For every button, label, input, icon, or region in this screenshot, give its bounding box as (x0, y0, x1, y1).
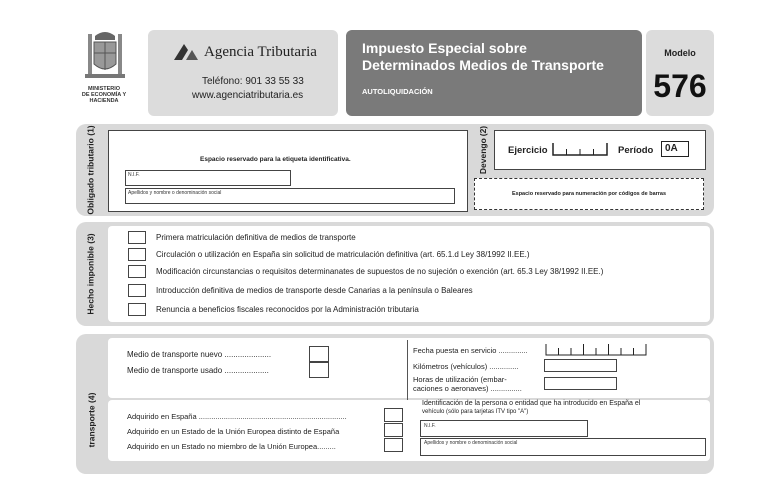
nif-label: N.I.F. (128, 172, 140, 178)
hecho-option-1: Primera matriculación definitiva de medios de transporte (156, 233, 356, 242)
agency-logo-icon (172, 42, 200, 67)
hecho-option-5: Renuncia a beneficios fiscales reconocidos por la Administración tributaria (156, 305, 419, 314)
agency-phone: Teléfono: 901 33 55 33 (202, 76, 304, 87)
hecho-checkbox-4[interactable] (128, 284, 146, 297)
adq-ue-label: Adquirido en un Estado de la Unión Europea distinto de España (127, 427, 340, 436)
ident-name-label: Apellidos y nombre o denominación social (424, 440, 518, 446)
name-label: Apellidos y nombre o denominación social (128, 190, 222, 196)
ident-nif-field[interactable] (420, 420, 588, 437)
devengo-side-label: Devengo (2) (478, 125, 488, 175)
form-title-line-2: Determinados Medios de Transporte (362, 57, 604, 73)
hecho-checkbox-2[interactable] (128, 248, 146, 261)
hecho-checkbox-5[interactable] (128, 303, 146, 316)
hecho-side-label: Hecho imponible (3) (86, 233, 96, 315)
agency-panel (148, 30, 338, 116)
ministry-line-1: MINISTERIO (87, 86, 121, 92)
modelo-panel (646, 30, 714, 116)
obligado-side-label: Obligado tributario (1) (86, 125, 97, 215)
adq-ue-checkbox[interactable] (384, 423, 403, 437)
ejercicio-field[interactable] (552, 142, 608, 156)
hecho-checkbox-3[interactable] (128, 265, 146, 278)
nuevo-label: Medio de transporte nuevo ..................... (127, 350, 272, 359)
adq-espana-checkbox[interactable] (384, 408, 403, 422)
horas-label-2: caciones o aeronaves) ............... (413, 384, 522, 393)
nif-field[interactable] (125, 170, 291, 186)
ejercicio-label: Ejercicio (508, 145, 548, 156)
form-title-line-1: Impuesto Especial sobre (362, 40, 527, 56)
transporte-side-label: transporte (4) (86, 392, 96, 448)
horas-field[interactable] (544, 377, 617, 390)
usado-checkbox[interactable] (309, 362, 329, 378)
agency-website: www.agenciatributaria.es (192, 90, 304, 101)
km-label: Kilómetros (vehículos) .............. (413, 362, 519, 371)
label-reserved-text: Espacio reservado para la etiqueta identificativa. (200, 156, 351, 163)
horas-label-1: Horas de utilización (embar- (413, 375, 507, 384)
periodo-label: Período (618, 145, 654, 156)
agency-name: Agencia Tributaria (204, 44, 317, 60)
periodo-value: 0A (665, 143, 678, 154)
coat-of-arms-logo (80, 26, 130, 86)
ministry-line-3: HACIENDA (89, 98, 119, 104)
ministry-name (72, 86, 136, 104)
fecha-field[interactable] (545, 343, 647, 356)
ident-heading-1: Identificación de la persona o entidad que ha introducido en España el (422, 400, 641, 407)
modelo-label: Modelo (664, 48, 696, 58)
hecho-option-3: Modificación circunstancias o requisitos determinanates de supuestos de no sujeción o exención (art. 65.3 Ley 38/1992 II.EE.) (156, 267, 604, 276)
hecho-checkbox-1[interactable] (128, 231, 146, 244)
nuevo-checkbox[interactable] (309, 346, 329, 362)
barcode-label: Espacio reservado para numeración por códigos de barras (511, 191, 667, 197)
modelo-number: 576 (653, 68, 707, 104)
adq-no-ue-checkbox[interactable] (384, 438, 403, 452)
form-subtitle: AUTOLIQUIDACIÓN (362, 87, 433, 96)
adq-no-ue-label: Adquirido en un Estado no miembro de la Unión Europea......... (127, 442, 336, 451)
ministry-line-2: DE ECONOMÍA Y (81, 92, 127, 98)
hecho-option-4: Introducción definitiva de medios de transporte desde Canarias a la península o Baleares (156, 286, 473, 295)
title-panel (346, 30, 642, 116)
hecho-option-2: Circulación o utilización en España sin solicitud de matriculación definitiva (art. 65.1.d Ley 38/1992 II.EE.) (156, 250, 530, 259)
km-field[interactable] (544, 359, 617, 372)
ident-heading-2: vehículo (sólo para tarjetas ITV tipo "A") (422, 409, 529, 415)
usado-label: Medio de transporte usado .................... (127, 366, 269, 375)
adq-espana-label: Adquirido en España ....................................................................... (127, 412, 347, 421)
ident-nif-label: N.I.F. (424, 423, 436, 429)
fecha-label: Fecha puesta en servicio .............. (413, 346, 528, 355)
